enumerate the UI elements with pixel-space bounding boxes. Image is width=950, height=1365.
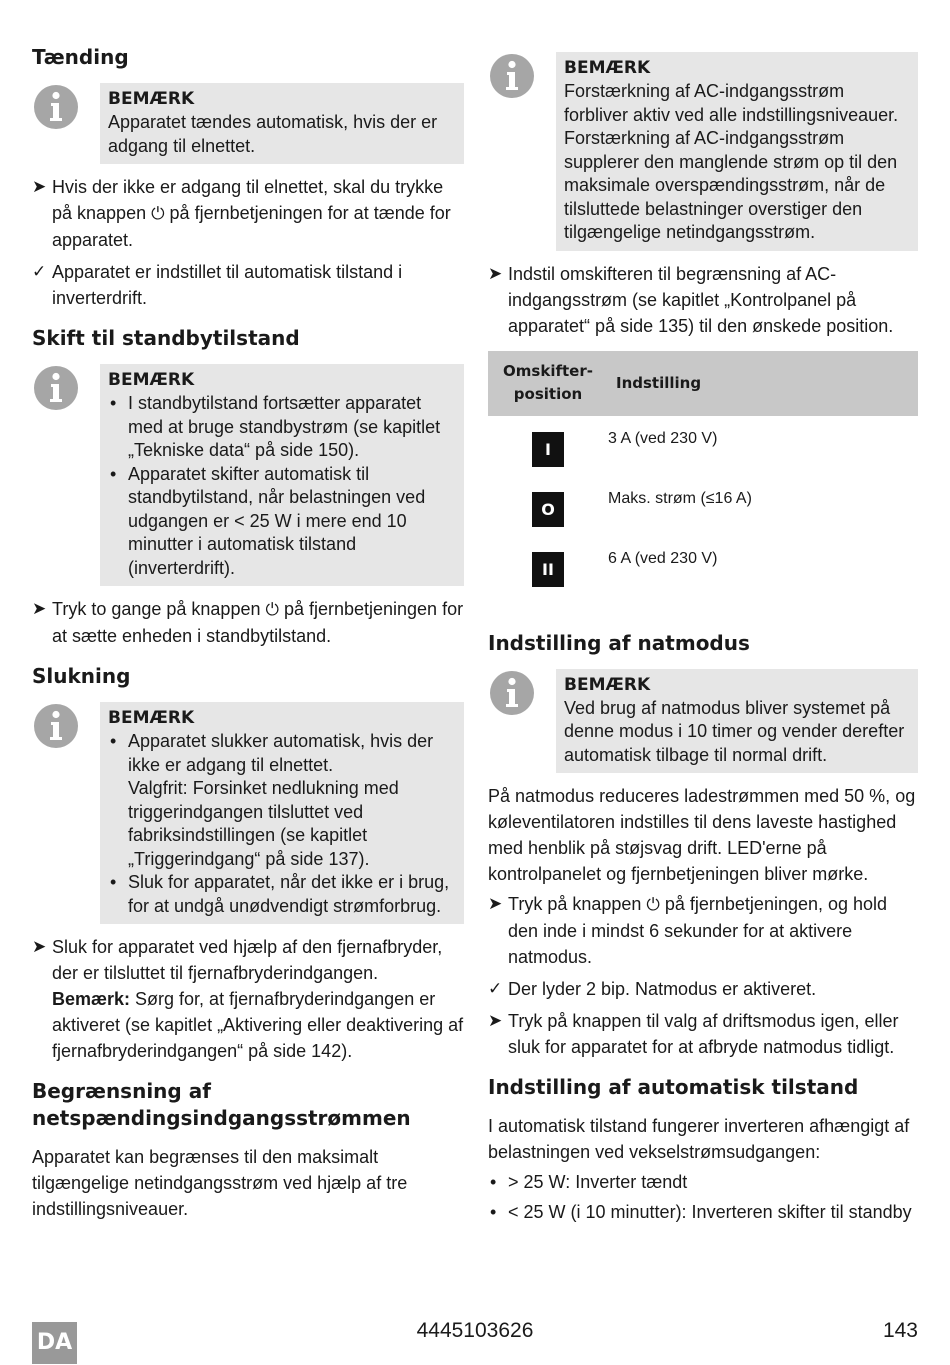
note-text: Forstærkning af AC-indgangsstrøm forbliver aktiv ved alle indstillingsniveauer. Forstærkning af AC-indgangsstrøm supplerer den manglende strøm op til den maksimale overspændingsstrøm, når de tilsluttede belastninger overstiger den tilgængelige netindgangsstrøm.: [564, 81, 899, 242]
list-item: • > 25 W: Inverter tændt: [488, 1169, 918, 1195]
power-icon: ⏻: [265, 600, 279, 620]
step-text-pre: Hvis der ikke er adgang til elnettet, skal du trykke på knappen: [52, 177, 444, 223]
note-title: BEMÆRK: [564, 674, 651, 695]
heading-automatisk: Indstilling af automatisk tilstand: [488, 1075, 859, 1099]
note-title: BEMÆRK: [108, 89, 195, 109]
power-icon: ⏻: [646, 895, 660, 915]
arrow-icon: ➤: [488, 263, 503, 283]
table-header-setting: Indstilling: [616, 373, 702, 392]
step-text: Sluk for apparatet ved hjælp af den fjernafbryder, der er tilsluttet til fjernafbryderindgangen.: [52, 937, 443, 983]
remark-text: Sørg for, at fjernafbryderindgangen er aktiveret (se kapitlet „Aktivering eller deaktivering af fjernafbryderindgangen“ på side 142).: [52, 989, 464, 1061]
table-cell-setting: 3 A (ved 230 V): [608, 429, 718, 447]
paragraph: På natmodus reduceres ladestrømmen med 50 %, og køleventilatoren indstilles til dens laveste hastighed med henblik på støjsvag drift. LED'erne på kontrolpanelet og fjernbetjeningen bliver mørke.: [488, 786, 916, 884]
note-standby: [32, 364, 464, 586]
list-item: • < 25 W (i 10 minutter): Inverteren skifter til standby: [488, 1199, 918, 1225]
note-title: BEMÆRK: [564, 58, 651, 78]
arrow-icon: ➤: [32, 177, 47, 196]
table-row: [488, 476, 918, 536]
info-icon: [32, 83, 80, 131]
table-cell-position: [488, 536, 608, 596]
paragraph: I automatisk tilstand fungerer inverteren afhængigt af belastningen ved vekselstrømsudgangen:: [488, 1116, 910, 1162]
note-box: [556, 669, 918, 774]
step-text: Indstil omskifteren til begrænsning af AC-indgangsstrøm (se kapitlet „Kontrolpanel på apparatet“ på side 135) til den ønskede position.: [508, 263, 894, 336]
step-text-pre: Tryk to gange på knappen: [52, 599, 266, 619]
switch-position-badge: I: [532, 432, 564, 467]
heading-standby: Skift til standbytilstand: [32, 326, 300, 350]
note-text: Apparatet tændes automatisk, hvis der er adgang til elnettet.: [108, 112, 438, 156]
step-result: [32, 259, 464, 311]
note-title: BEMÆRK: [108, 370, 195, 390]
page-number: 143: [882, 1319, 918, 1342]
step-instruction: [32, 596, 464, 649]
note-box: [100, 364, 464, 586]
note-list: [108, 392, 456, 580]
step-instruction: [488, 261, 918, 339]
info-icon: [32, 702, 80, 750]
info-icon: [488, 669, 536, 717]
step-instruction: [32, 174, 464, 253]
list-item: • Apparatet skifter automatisk til standbytilstand, når belastningen ved udgangen er < 25 W i mere end 10 minutter i automatisk tilstand (inverterdrift).: [108, 463, 456, 581]
heading-slukning: Slukning: [32, 664, 131, 688]
remark-label: Bemærk:: [52, 989, 131, 1009]
list-item: • Sluk for apparatet, når det ikke er i brug, for at undgå unødvendigt strømforbrug.: [108, 871, 456, 918]
note-ac-boost: [488, 52, 918, 251]
heading-natmodus: Indstilling af natmodus: [488, 630, 750, 655]
heading-begraensning: Begrænsning af netspændingsindgangsstrømmen: [32, 1079, 411, 1130]
check-icon: ✓: [32, 262, 47, 281]
note-box: [100, 702, 464, 924]
step-text-pre: Tryk på knappen: [508, 894, 647, 914]
list-item: [108, 730, 456, 871]
table-cell-position: [488, 416, 608, 476]
note-taending: [32, 83, 464, 164]
list-item-text: Apparatet slukker automatisk, hvis der ikke er adgang til elnettet.: [128, 731, 434, 775]
note-text: Ved brug af natmodus bliver systemet på denne modus i 10 timer og vender derefter automatisk tilbage til normal drift.: [564, 697, 905, 765]
table-row: [488, 536, 918, 596]
arrow-icon: ➤: [32, 937, 47, 956]
result-text: Apparatet er indstillet til automatisk tilstand i inverterdrift.: [52, 262, 403, 308]
arrow-icon: ➤: [32, 599, 47, 618]
language-badge: DA: [32, 1322, 77, 1364]
table-cell-setting: 6 A (ved 230 V): [608, 549, 718, 567]
info-icon: [32, 364, 80, 412]
document-number: 4445103626: [416, 1319, 534, 1342]
step-instruction: [488, 1008, 918, 1060]
table-header-position: Omskifter-position: [503, 362, 593, 403]
step-text-post: på fjernbetjeningen for at tænde for apparatet.: [52, 203, 451, 250]
note-list: [108, 730, 456, 918]
note-box: [556, 52, 918, 251]
switch-table: [488, 351, 918, 596]
arrow-icon: ➤: [488, 1011, 503, 1030]
table-cell-setting: Maks. strøm (≤16 A): [608, 489, 752, 507]
note-slukning: [32, 702, 464, 924]
step-text: Tryk på knappen til valg af driftsmodus igen, eller sluk for apparatet for at afbryde natmodus tidligt.: [508, 1011, 899, 1057]
step-result: [488, 976, 918, 1002]
left-column: [32, 44, 464, 1226]
switch-position-badge: O: [532, 492, 564, 527]
step-instruction: [488, 891, 918, 970]
power-icon: ⏻: [151, 204, 165, 224]
result-text: Der lyder 2 bip. Natmodus er aktiveret.: [508, 979, 817, 999]
switch-position-badge: II: [532, 552, 564, 587]
list-item: • I standbytilstand fortsætter apparatet med at bruge standbystrøm (se kapitlet „Tekniske data“ på side 150).: [108, 392, 456, 463]
step-instruction: [32, 934, 464, 1064]
table-cell-position: [488, 476, 608, 536]
list-item-subtext: Valgfrit: Forsinket nedlukning med triggerindgangen tilsluttet ved fabriksindstillingen (se kapitlet „Triggerindgang“ på side 137).: [128, 778, 399, 869]
paragraph: Apparatet kan begrænses til den maksimalt tilgængelige netindgangsstrøm ved hjælp af tre indstillingsniveauer.: [32, 1147, 408, 1219]
info-icon: [488, 52, 536, 100]
table-row: [488, 416, 918, 476]
arrow-icon: ➤: [488, 894, 503, 913]
note-title: BEMÆRK: [108, 708, 195, 728]
note-natmodus: [488, 669, 918, 774]
right-column: [488, 52, 918, 1225]
step-text-post: på fjernbetjeningen for at sætte enheden i standbytilstand.: [52, 599, 464, 646]
heading-taending: Tænding: [32, 45, 129, 69]
step-text-post: på fjernbetjeningen, og hold den inde i mindst 6 sekunder for at aktivere natmodus.: [508, 894, 888, 967]
check-icon: ✓: [488, 979, 503, 998]
note-box: [100, 83, 464, 164]
table-header-row: [488, 351, 918, 416]
